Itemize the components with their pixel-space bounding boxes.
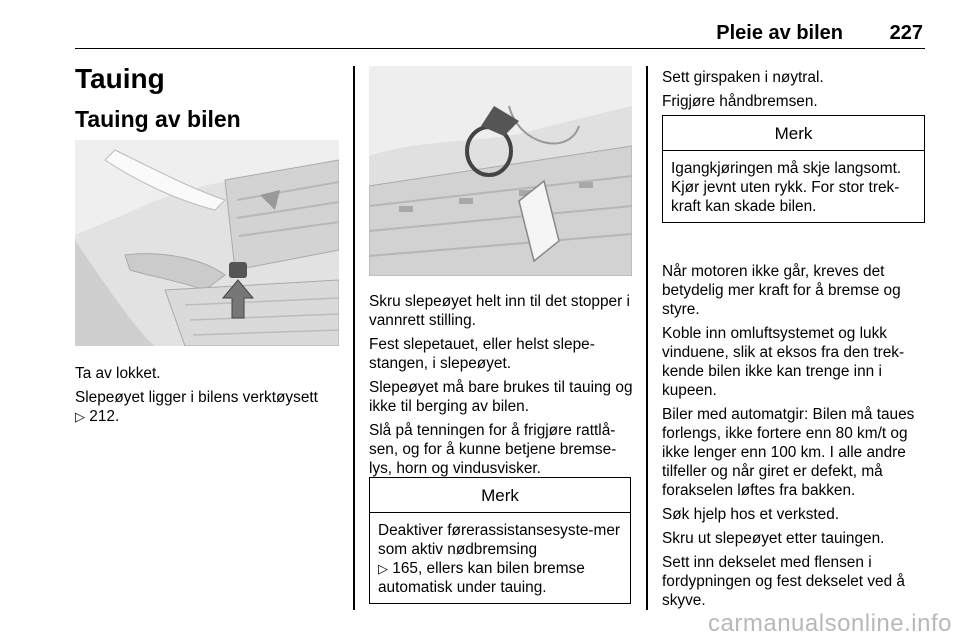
arrow-reference-icon: ▷ — [75, 409, 85, 424]
bumper-cover-illustration — [75, 140, 339, 346]
paragraph: Fest slepetauet, eller helst slepe-stangen, i slepeøyet. — [369, 336, 595, 372]
col2-text — [369, 292, 639, 483]
section-heading: Tauing av bilen — [75, 106, 241, 132]
section-title: Pleie av bilen — [716, 22, 843, 44]
note-title: Merk — [370, 478, 630, 513]
paragraph: Frigjøre håndbremsen. — [662, 93, 818, 110]
column-divider-2 — [646, 66, 648, 610]
paragraph: Sett inn dekselet med flensen i fordypningen og fest dekselet ved å skyve. — [662, 554, 905, 609]
watermark: carmanualsonline.info — [708, 610, 952, 637]
column-divider-1 — [353, 66, 355, 610]
towing-eye-illustration — [369, 66, 632, 276]
chapter-title: Tauing — [75, 63, 165, 94]
paragraph: Søk hjelp hos et verksted. — [662, 506, 840, 523]
paragraph: Biler med automatgir: Bilen må taues forlengs, ikke fortere enn 80 km/t og ikke lenger enn 100 km. I alle andre tilfeller og når giret er defekt, må forakselen løftes fra bakken. — [662, 406, 915, 499]
page-header — [75, 0, 925, 49]
note-title: Merk — [663, 116, 924, 151]
col1-text — [75, 364, 345, 431]
paragraph: Ta av lokket. — [75, 365, 161, 382]
paragraph: Slepeøyet ligger i bilens verktøysett ▷ 212. — [75, 389, 318, 425]
paragraph: Slå på tenningen for å frigjøre rattlå-sen, og for å kunne betjene bremse-lys, horn og vindusvisker. — [369, 422, 617, 477]
paragraph: Slepeøyet må bare brukes til tauing og ikke til berging av bilen. — [369, 379, 633, 415]
note-body: Igangkjøringen må skje langsomt. Kjør jevnt uten rykk. For stor trek-kraft kan skade bilen. — [671, 160, 902, 215]
col3-text-top — [662, 68, 927, 116]
note-box-col3 — [662, 115, 925, 223]
arrow-reference-icon: ▷ — [378, 561, 388, 576]
paragraph: Når motoren ikke går, kreves det betydelig mer kraft for å bremse og styre. — [662, 263, 901, 318]
paragraph: Koble inn omluftsystemet og lukk vinduene, slik at eksos fra den trek-kende bilen ikke kan trenge inn i kupeen. — [662, 325, 905, 399]
paragraph: Sett girspaken i nøytral. — [662, 69, 824, 86]
paragraph: Skru ut slepeøyet etter tauingen. — [662, 530, 885, 547]
page-number: 227 — [889, 22, 923, 44]
note-box-col2 — [369, 477, 631, 604]
note-body: Deaktiver førerassistansesyste-mer som aktiv nødbremsing ▷ 165, ellers kan bilen bremse automatisk under tauing. — [378, 522, 621, 596]
col3-text-bottom — [662, 262, 927, 615]
paragraph: Skru slepeøyet helt inn til det stopper i vannrett stilling. — [369, 293, 630, 329]
